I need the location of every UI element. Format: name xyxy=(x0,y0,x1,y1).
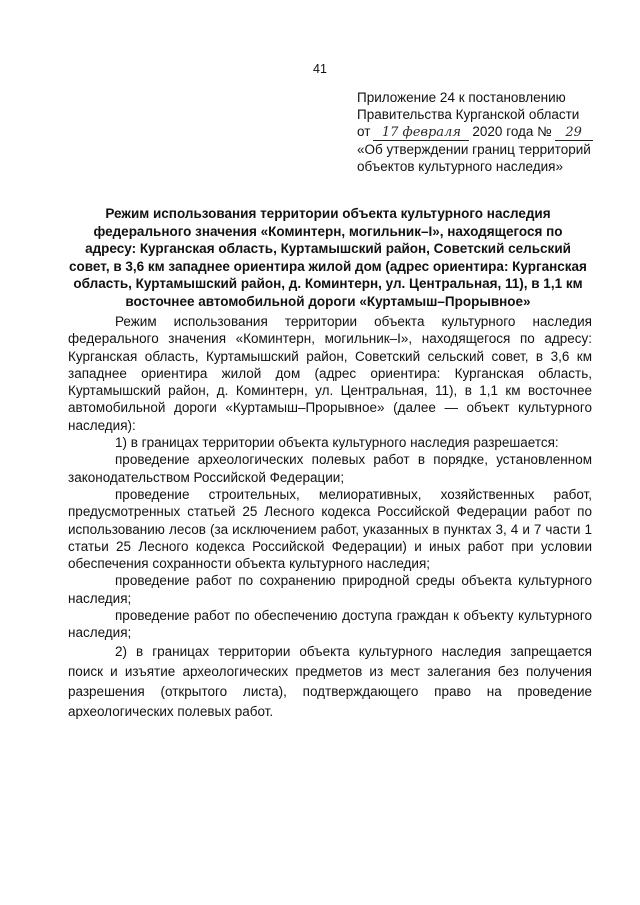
appendix-header xyxy=(357,89,607,175)
body-paragraph-public-access: проведение работ по обеспечению доступа граждан к объекту культурного наследия; xyxy=(68,608,592,641)
document-title: Режим использования территории объекта культурного наследия федерального значения «Коминтерн, могильник–I», находящегося по адресу: Курганская область, Куртамышский район, Советский сельский совет, в 3,6 км западнее ориентира жилой дом (адрес ориентира: Курганская область, Куртамышский район, д. Коминтерн, ул. Центральная, 11), в 1,1 км восточнее автомобильной дороги «Куртамыш–Прорывное» xyxy=(69,206,587,309)
body-paragraph-archaeological-works: проведение археологических полевых работ в порядке, установленном законодательством Российской Федерации; xyxy=(68,452,592,485)
document-body xyxy=(68,313,592,722)
body-paragraph-prohibited: 2) в границах территории объекта культурного наследия запрещается поиск и изъятие археологических предметов из мест залегания без получения разрешения (открытого листа), подтверждающего право на проведение археологических полевых работ. xyxy=(68,643,592,719)
appendix-line-5: объектов культурного наследия» xyxy=(357,159,563,174)
date-suffix: 2020 года № xyxy=(472,124,552,139)
appendix-line-4: «Об утверждении границ территорий xyxy=(357,142,591,157)
appendix-date-line xyxy=(357,123,607,141)
page-number: 41 xyxy=(313,62,327,76)
body-paragraph-intro: Режим использования территории объекта культурного наследия федерального значения «Коминтерн, могильник–I», находящегося по адресу: Курганская область, Куртамышский район, Советский сельский совет, в 3,6 км западнее ориентира жилой дом (адрес ориентира: Курганская область, Куртамышский район, д. Коминтерн, ул. Центральная, 11), в 1,1 км восточнее автомобильной дороги «Куртамыш–Прорывное» (далее — объект культурного наследия): xyxy=(68,314,592,433)
date-prefix: от xyxy=(357,124,371,139)
appendix-line-1: Приложение 24 к постановлению xyxy=(357,90,566,105)
body-paragraph-nature-preservation: проведение работ по сохранению природной среды объекта культурного наследия; xyxy=(68,573,592,606)
body-paragraph-construction-works: проведение строительных, мелиоративных, хозяйственных работ, предусмотренных статьей 25 Лесного кодекса Российской Федерации работ по использованию лесов (за исключением работ, указанных в пунктах 3, 4 и 7 части 1 статьи 25 Лесного кодекса Российской Федерации) и иных работ при условии обеспечения сохранности объекта культурного наследия; xyxy=(68,486,592,572)
handwritten-date: 17 февраля xyxy=(373,126,469,141)
body-paragraph-permitted-heading: 1) в границах территории объекта культурного наследия разрешается: xyxy=(115,435,559,451)
appendix-line-2: Правительства Курганской области xyxy=(357,107,580,122)
handwritten-number: 29 xyxy=(555,126,593,141)
